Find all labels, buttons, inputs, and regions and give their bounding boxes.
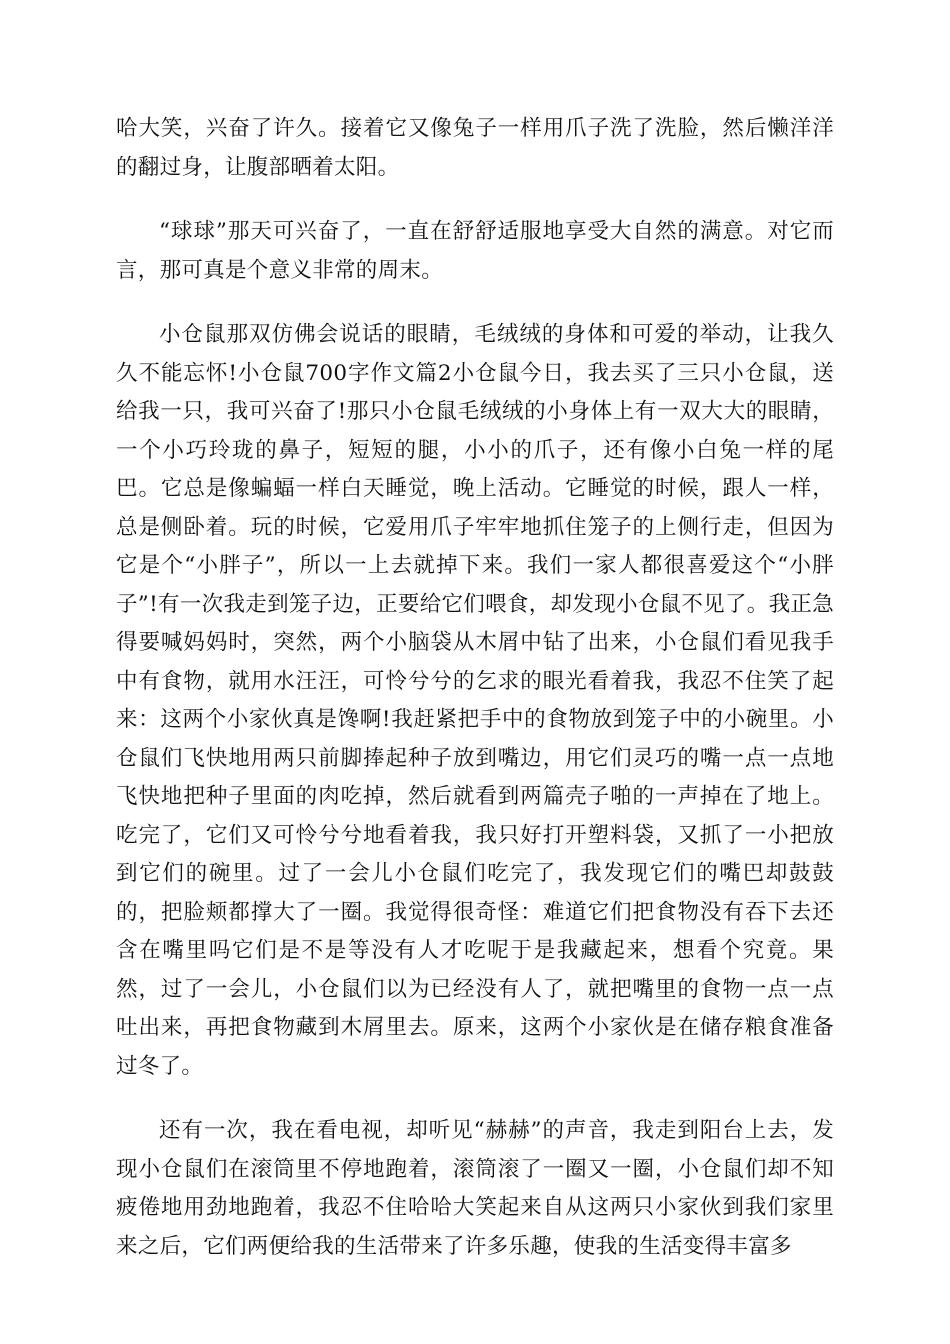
paragraph-3: 小仓鼠那双仿佛会说话的眼睛，毛绒绒的身体和可爱的举动，让我久久不能忘怀!小仓鼠700字作文篇2小仓鼠今日，我去买了三只小仓鼠，送给我一只，我可兴奋了!那只小仓鼠毛绒绒的小身体上有一双大大的眼睛，一个小巧玲珑的鼻子，短短的腿，小小的爪子，还有像小白兔一样的尾巴。它总是像蝙蝠一样白天睡觉，晚上活动。它睡觉的时候，跟人一样，总是侧卧着。玩的时候，它爱用爪子牢牢地抓住笼子的上侧行走，但因为它是个“小胖子”，所以一上去就掉下来。我们一家人都很喜爱这个“小胖子”!有一次我走到笼子边，正要给它们喂食，却发现小仓鼠不见了。我正急得要喊妈妈时，突然，两个小脑袋从木屑中钻了出来，小仓鼠们看见我手中有食物，就用水汪汪，可怜兮兮的乞求的眼光看着我，我忍不住笑了起来：这两个小家伙真是馋啊!我赶紧把手中的食物放到笼子中的小碗里。小仓鼠们飞快地用两只前脚捧起种子放到嘴边，用它们灵巧的嘴一点一点地飞快地把种子里面的肉吃掉，然后就看到两篇壳子啪的一声掉在了地上。吃完了，它们又可怜兮兮地看着我，我只好打开塑料袋，又抓了一小把放到它们的碗里。过了一会儿小仓鼠们吃完了，我发现它们的嘴巴却鼓鼓的，把脸颊都撑大了一圈。我觉得很奇怪：难道它们把食物没有吞下去还含在嘴里吗它们是不是等没有人才吃呢于是我藏起来，想看个究竟。果然，过了一会儿，小仓鼠们以为已经没有人了，就把嘴里的食物一点一点吐出来，再把食物藏到木屑里去。原来，这两个小家伙是在储存粮食准备过冬了。 [116,322,834,1079]
document-body [116,110,834,1292]
paragraph-2: “球球”那天可兴奋了，一直在舒舒适服地享受大自然的满意。对它而言，那可真是个意义非常的周末。 [116,219,834,283]
paragraph-1: 哈大笑，兴奋了许久。接着它又像兔子一样用爪子洗了洗脸，然后懒洋洋的翻过身，让腹部晒着太阳。 [116,116,834,180]
paragraph-4: 还有一次，我在看电视，却听见“赫赫”的声音，我走到阳台上去，发现小仓鼠们在滚筒里不停地跑着，滚筒滚了一圈又一圈，小仓鼠们却不知疲倦地用劲地跑着，我忍不住哈哈大笑起来自从这两只小家伙到我们家里来之后，它们两便给我的生活带来了许多乐趣，使我的生活变得丰富多 [116,1118,834,1259]
